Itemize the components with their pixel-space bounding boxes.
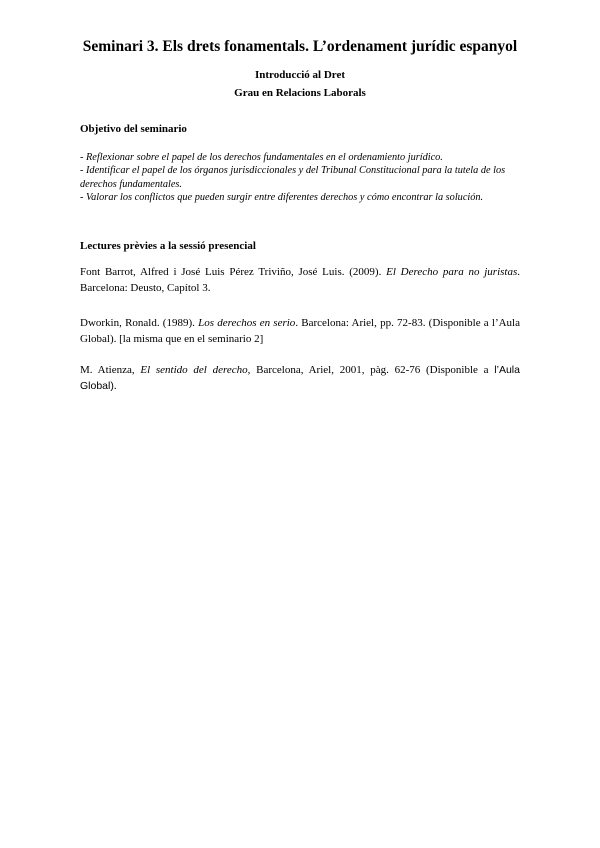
reading-item xyxy=(80,264,520,296)
reading-book-title: El sentido del derecho xyxy=(140,364,248,376)
reading-text: . Barcelona: Deusto, Capítol 3. xyxy=(80,266,521,294)
page-title: Seminari 3. Els drets fonamentals. L’ordenament jurídic espanyol xyxy=(82,38,518,55)
reading-text: M. Atienza, xyxy=(80,364,141,376)
reading-item xyxy=(80,315,520,347)
objective-item: - Valorar los conflictos que pueden surgir entre diferentes derechos y cómo encontrar la solución. xyxy=(80,191,484,203)
objectives-list xyxy=(80,151,520,204)
objective-item: - Reflexionar sobre el papel de los derechos fundamentales en el ordenamiento jurídico. xyxy=(80,152,443,163)
reading-text: Font Barrot, Alfred i José Luis Pérez Triviño, José Luis. (2009). xyxy=(80,266,387,278)
degree-subtitle: Grau en Relacions Laborals xyxy=(234,87,366,99)
reading-book-title: El Derecho para no juristas xyxy=(386,266,518,278)
reading-text: , Barcelona, Ariel, 2001, pàg. 62-76 (Disponible a xyxy=(247,364,495,376)
objectives-heading: Objetivo del seminario xyxy=(80,123,187,135)
objective-item: - Identificar el papel de los órganos jurisdiccionales y del Tribunal Constitucional para la tutela de los derechos fundamentales. xyxy=(80,165,506,190)
course-subtitle: Introducció al Dret xyxy=(254,69,346,81)
reading-text: . xyxy=(113,380,117,392)
readings-heading: Lectures prèvies a la sessió presencial xyxy=(80,240,256,252)
reading-text: Dworkin, Ronald. (1989). xyxy=(80,317,199,329)
reading-book-title: Los derechos en serio xyxy=(198,317,296,329)
reading-text: l’Aula Global) xyxy=(80,364,520,392)
reading-item xyxy=(80,362,520,394)
reading-text: . Barcelona: Ariel, pp. 72-83. (Disponible a l’Aula Global). [la misma que en el seminario 2] xyxy=(80,317,520,345)
